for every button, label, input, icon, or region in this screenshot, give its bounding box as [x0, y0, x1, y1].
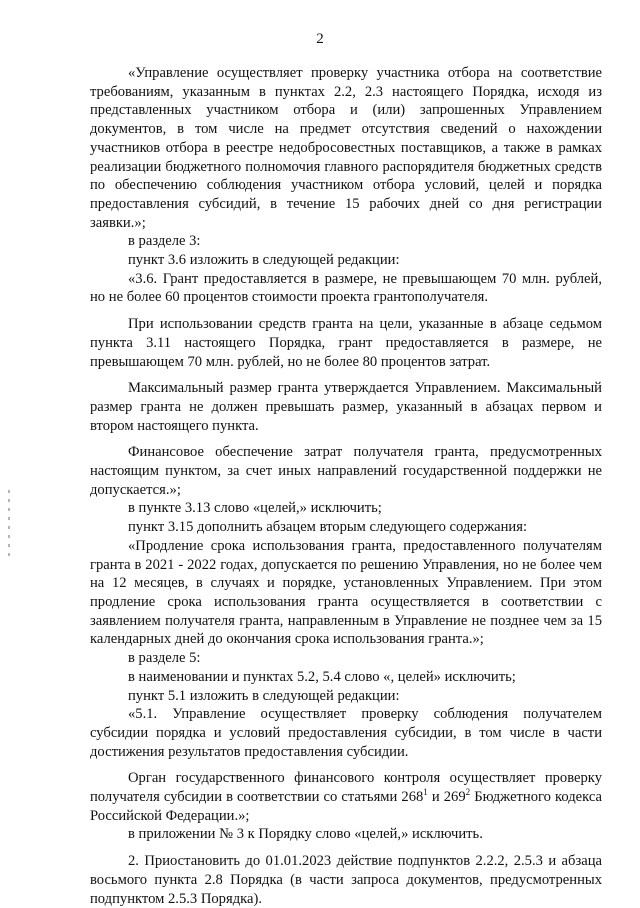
- paragraph-grant-usage: При использовании средств гранта на цели, указанные в абзаце седьмом пункта 3.11 настоящего Порядка, грант предоставляется в размере, не превышающем 70 млн. рублей, но не более 80 процентов затрат.: [90, 316, 602, 370]
- paragraph-section-3: в разделе 3:: [128, 233, 201, 250]
- document-body: [90, 64, 602, 908]
- financial-control-text-2: и 269: [427, 789, 466, 806]
- paragraph-selection-check: «Управление осуществляет проверку участника отбора на соответствие требованиям, указанным в пунктах 2.2, 2.3 настоящего Порядка, исходя из представленных участником отбора и (или) запрошенных Управлением документов, в том числе на предмет отсутствия сведений о нахождении участников отбора в реестре недобросовестных поставщиков, а также в рамках реализации бюджетного полномочия главного распорядителя бюджетных средств по обеспечению соблюдения участником отбора условий, целей и порядка предоставления субсидий, в течение 15 рабочих дней со дня регистрации заявки.»;: [90, 65, 602, 231]
- paragraph-clauses-5-2-5-4: в наименовании и пунктах 5.2, 5.4 слово «, целей» исключить;: [128, 668, 516, 685]
- paragraph-clause-3-13: в пункте 3.13 слово «целей,» исключить;: [128, 500, 382, 517]
- superscript-2: 2: [465, 787, 471, 798]
- paragraph-financial-control: [90, 769, 602, 825]
- financial-control-text-3: Бюджетного кодекса Российской Федерации.»;: [90, 789, 603, 824]
- paragraph-max-grant: Максимальный размер гранта утверждается Управлением. Максимальный размер гранта не должен превышать размер, указанный в абзацах первом и втором настоящего пункта.: [90, 380, 602, 434]
- paragraph-appendix-3: в приложении № 3 к Порядку слово «целей,» исключить.: [128, 826, 483, 843]
- paragraph-grant-extension: «Продление срока использования гранта, предоставленного получателям гранта в 2021 - 2022 годах, допускается по решению Управления, но не более чем на 12 месяцев, в случаях и порядке, установленных Управлением. При этом продление срока использования гранта осуществляется в соответствии с заявлением получателя гранта, направленным в Управление не позднее чем за 15 календарных дней до окончания срока использования гранта.»;: [90, 537, 602, 648]
- paragraph-suspend: 2. Приостановить до 01.01.2023 действие подпунктов 2.2.2, 2.5.3 и абзаца восьмого пункта 2.8 Порядка (в части запроса документов, предусмотренных подпунктом 2.5.3 Порядка).: [90, 853, 602, 907]
- paragraph-section-5: в разделе 5:: [128, 650, 201, 667]
- paragraph-clause-3-6-intro: пункт 3.6 изложить в следующей редакции:: [128, 252, 400, 269]
- margin-scan-mark: [8, 490, 10, 570]
- paragraph-clause-5-1-intro: пункт 5.1 изложить в следующей редакции:: [128, 687, 400, 704]
- page-number: 2: [316, 31, 324, 47]
- paragraph-clause-3-15-intro: пункт 3.15 дополнить абзацем вторым следующего содержания:: [128, 519, 528, 536]
- paragraph-clause-5-1: «5.1. Управление осуществляет проверку соблюдения получателем субсидии порядка и условий предоставления субсидии, в том числе в части достижения результатов предоставления субсидии.: [90, 706, 602, 760]
- paragraph-clause-3-6: «3.6. Грант предоставляется в размере, не превышающем 70 млн. рублей, но не более 60 процентов стоимости проекта грантополучателя.: [90, 270, 602, 306]
- superscript-1: 1: [423, 787, 428, 798]
- paragraph-financing: Финансовое обеспечение затрат получателя гранта, предусмотренных настоящим пунктом, за счет иных направлений государственной поддержки не допускается.»;: [90, 444, 602, 498]
- financial-control-text-1: Орган государственного финансового контроля осуществляет проверку получателя субсидии в соответствии со статьями 268: [90, 770, 602, 806]
